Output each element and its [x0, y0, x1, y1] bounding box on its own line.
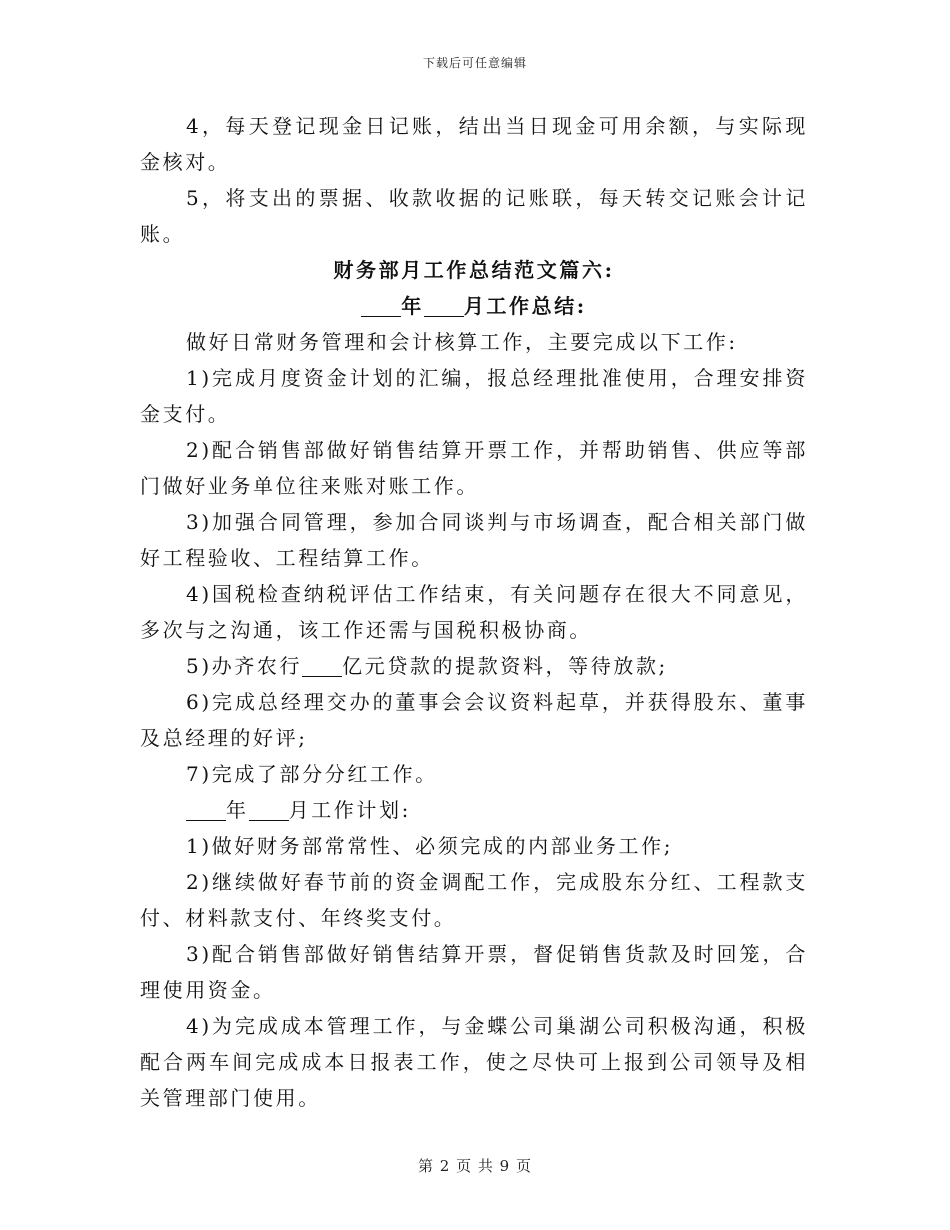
paragraph: 4，每天登记现金日记账，结出当日现金可用余额，与实际现金核对。: [140, 114, 808, 174]
summary-item: 4)国税检查纳税评估工作结束，有关问题存在很大不同意见，多次与之沟通，该工作还需与国税积极协商。: [140, 582, 808, 642]
plan-item: 1)做好财务部常常性、必须完成的内部业务工作;: [186, 834, 674, 858]
summary-item: 1)完成月度资金计划的汇编，报总经理批准使用，合理安排资金支付。: [140, 366, 808, 426]
plan-item: 2)继续做好春节前的资金调配工作，完成股东分红、工程款支付、材料款支付、年终奖支付。: [140, 870, 808, 930]
page-header: 下载后可任意编辑: [422, 56, 527, 70]
summary-title: [140, 288, 808, 324]
summary-item5-before: 5)办齐农行: [186, 654, 303, 678]
summary-item5-after: 亿元贷款的提款资料，等待放款;: [342, 654, 668, 678]
summary-item: 2)配合销售部做好销售结算开票工作，并帮助销售、供应等部门做好业务单位往来账对账工作。: [140, 438, 808, 498]
summary-title-year: 年: [401, 294, 424, 318]
blank-underline: [361, 296, 401, 317]
summary-item: 6)完成总经理交办的董事会会议资料起草，并获得股东、董事及总经理的好评;: [140, 690, 808, 750]
blank-underline: [302, 656, 342, 677]
plan-item: 3)配合销售部做好销售结算开票，督促销售货款及时回笼，合理使用资金。: [140, 942, 808, 1002]
paragraph: 5，将支出的票据、收款收据的记账联，每天转交记账会计记账。: [140, 186, 808, 246]
summary-item: 3)加强合同管理，参加合同谈判与市场调查，配合相关部门做好工程验收、工程结算工作。: [140, 510, 808, 570]
document-body: [140, 108, 808, 1116]
plan-title-text: 月工作计划:: [288, 798, 411, 822]
plan-item: 4)为完成成本管理工作，与金蝶公司巢湖公司积极沟通，积极配合两车间完成成本日报表工作，使之尽快可上报到公司领导及相关管理部门使用。: [140, 1014, 808, 1110]
summary-item: 7)完成了部分分红工作。: [186, 762, 438, 786]
plan-title-year: 年: [226, 798, 249, 822]
plan-title: [140, 792, 808, 828]
page-footer: 第 2 页 共 9 页: [418, 1157, 532, 1175]
summary-title-text: 月工作总结:: [463, 294, 587, 318]
summary-item: [140, 648, 808, 684]
blank-underline: [249, 800, 289, 821]
section-title: 财务部月工作总结范文篇六:: [333, 258, 615, 282]
summary-intro: 做好日常财务管理和会计核算工作，主要完成以下工作:: [186, 330, 738, 354]
blank-underline: [424, 296, 464, 317]
blank-underline: [186, 800, 226, 821]
